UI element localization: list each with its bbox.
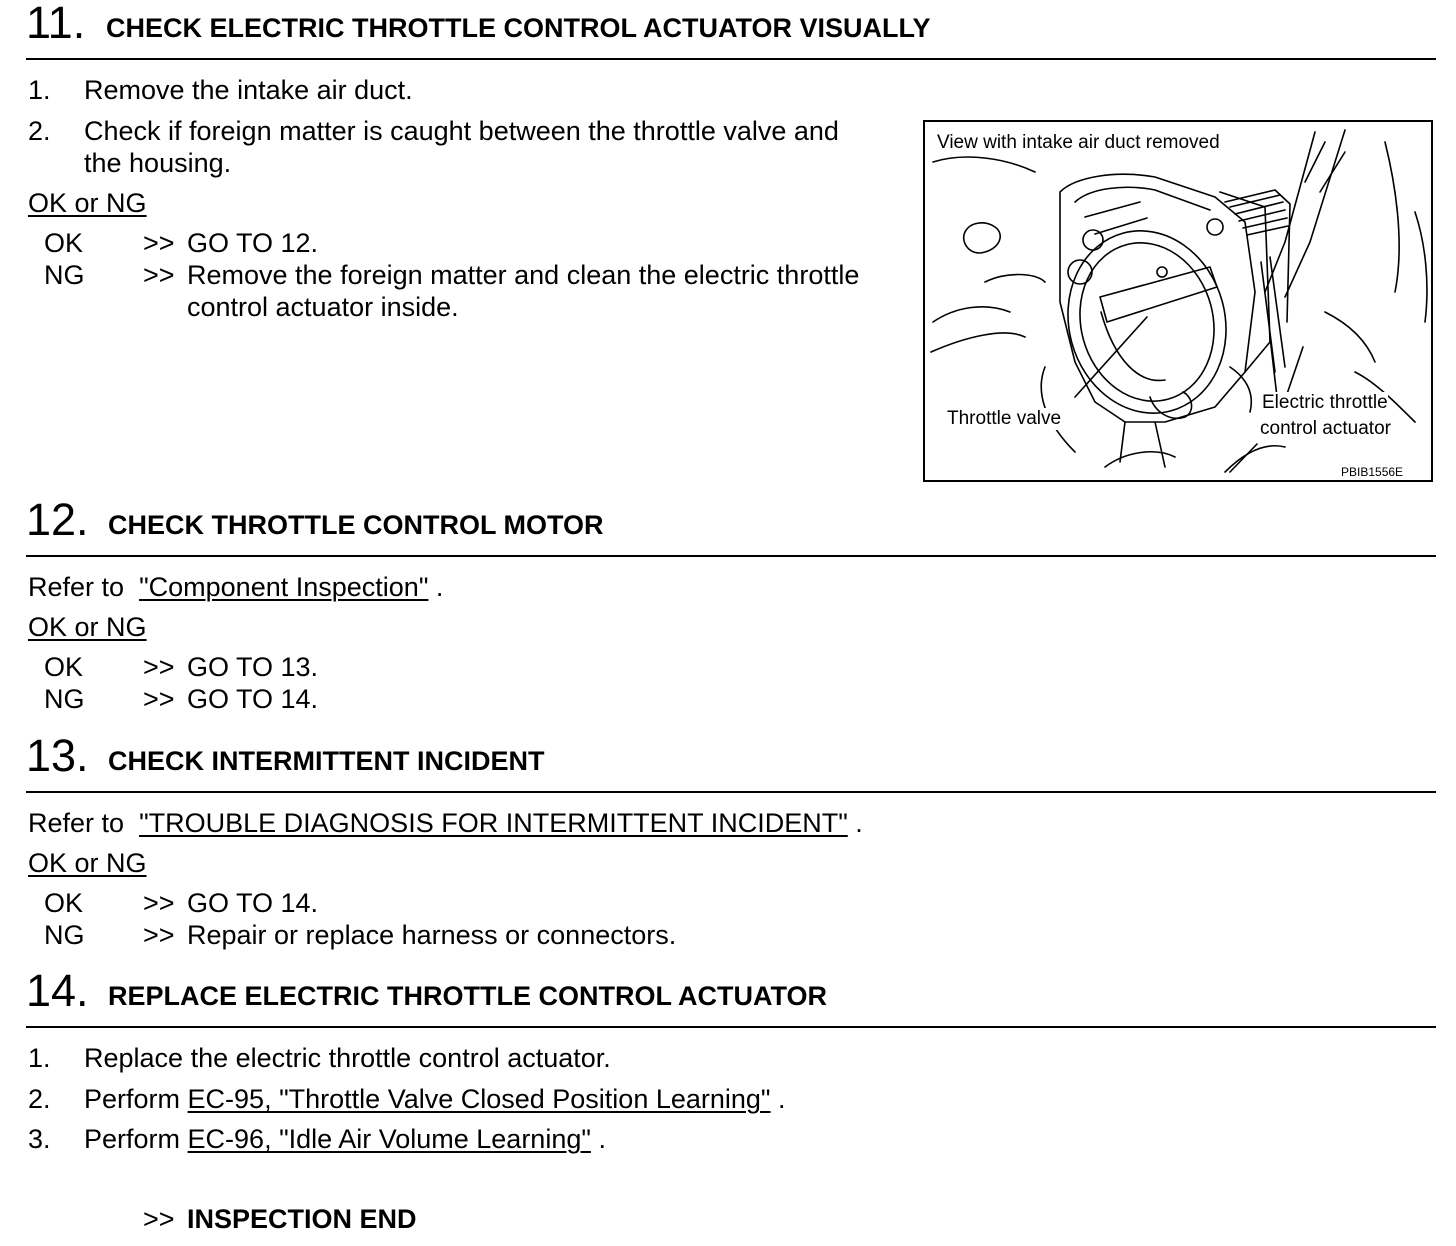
inspection-end-label: INSPECTION END bbox=[187, 1204, 417, 1234]
throttle-valve-closed-position-learning-link[interactable]: EC-95, "Throttle Valve Closed Position Learning" bbox=[187, 1084, 771, 1114]
result-arrow: >> bbox=[143, 684, 175, 714]
step-number-13: 13. bbox=[26, 730, 89, 781]
step-index: 2. bbox=[28, 1084, 51, 1114]
trouble-diagnosis-link[interactable]: "TROUBLE DIAGNOSIS FOR INTERMITTENT INCIDENT" bbox=[139, 808, 848, 838]
result-text-continued: control actuator inside. bbox=[187, 292, 459, 322]
ok-ng-label: OK or NG bbox=[28, 612, 147, 642]
step-index: 1. bbox=[28, 1043, 51, 1073]
step-text bbox=[84, 1123, 606, 1155]
label-actuator-line1: Electric throttle bbox=[1262, 392, 1388, 413]
perform-suffix: . bbox=[778, 1084, 786, 1114]
result-code-ng: NG bbox=[44, 260, 85, 290]
result-arrow: >> bbox=[143, 260, 175, 290]
section-title-12: CHECK THROTTLE CONTROL MOTOR bbox=[108, 510, 604, 540]
section-divider bbox=[26, 555, 1436, 557]
step-text: Check if foreign matter is caught between the throttle valve and bbox=[84, 116, 839, 146]
result-arrow: >> bbox=[143, 652, 175, 682]
result-text: GO TO 14. bbox=[187, 684, 319, 714]
refer-prefix: Refer to bbox=[28, 572, 125, 602]
refer-line bbox=[28, 807, 863, 839]
step-index: 1. bbox=[28, 75, 51, 105]
refer-prefix: Refer to bbox=[28, 808, 125, 838]
step-text-continued: the housing. bbox=[84, 148, 232, 178]
step-text bbox=[84, 1083, 786, 1115]
step-number-12: 12. bbox=[26, 494, 89, 545]
section-divider bbox=[26, 791, 1436, 793]
idle-air-volume-learning-link[interactable]: EC-96, "Idle Air Volume Learning" bbox=[187, 1124, 591, 1154]
result-code-ok: OK bbox=[44, 652, 84, 682]
result-arrow: >> bbox=[143, 1204, 175, 1234]
step-text: Remove the intake air duct. bbox=[84, 75, 413, 105]
step-index: 2. bbox=[28, 116, 51, 146]
result-text: GO TO 12. bbox=[187, 228, 319, 258]
section-title-13: CHECK INTERMITTENT INCIDENT bbox=[108, 746, 545, 776]
refer-suffix: . bbox=[435, 572, 444, 602]
perform-suffix: . bbox=[598, 1124, 606, 1154]
ok-ng-label: OK or NG bbox=[28, 848, 147, 878]
step-number-14: 14. bbox=[26, 965, 89, 1016]
result-text: GO TO 13. bbox=[187, 652, 319, 682]
result-arrow: >> bbox=[143, 920, 175, 950]
result-code-ng: NG bbox=[44, 684, 85, 714]
result-arrow: >> bbox=[143, 228, 175, 258]
throttle-body-figure bbox=[923, 120, 1433, 482]
label-throttle-valve: Throttle valve bbox=[947, 408, 1062, 429]
step-text: Replace the electric throttle control actuator. bbox=[84, 1043, 611, 1073]
figure-caption: View with intake air duct removed bbox=[937, 132, 1220, 153]
result-arrow: >> bbox=[143, 888, 175, 918]
perform-prefix: Perform bbox=[84, 1084, 181, 1114]
step-number-11: 11. bbox=[26, 0, 86, 48]
section-title-11: CHECK ELECTRIC THROTTLE CONTROL ACTUATOR VISUALLY bbox=[106, 13, 931, 43]
result-code-ng: NG bbox=[44, 920, 85, 950]
label-actuator-line2: control actuator bbox=[1260, 418, 1391, 439]
result-text: GO TO 14. bbox=[187, 888, 319, 918]
result-text: Repair or replace harness or connectors. bbox=[187, 920, 677, 950]
figure-id: PBIB1556E bbox=[1341, 465, 1404, 479]
perform-prefix: Perform bbox=[84, 1124, 181, 1154]
refer-line bbox=[28, 571, 443, 603]
result-code-ok: OK bbox=[44, 888, 84, 918]
ok-ng-label: OK or NG bbox=[28, 188, 147, 218]
result-code-ok: OK bbox=[44, 228, 84, 258]
section-divider bbox=[26, 1026, 1436, 1028]
component-inspection-link[interactable]: "Component Inspection" bbox=[139, 572, 429, 602]
result-text: Remove the foreign matter and clean the electric throttle bbox=[187, 260, 860, 290]
section-divider bbox=[26, 58, 1436, 60]
step-index: 3. bbox=[28, 1124, 51, 1154]
refer-suffix: . bbox=[855, 808, 863, 838]
section-title-14: REPLACE ELECTRIC THROTTLE CONTROL ACTUATOR bbox=[108, 981, 827, 1011]
